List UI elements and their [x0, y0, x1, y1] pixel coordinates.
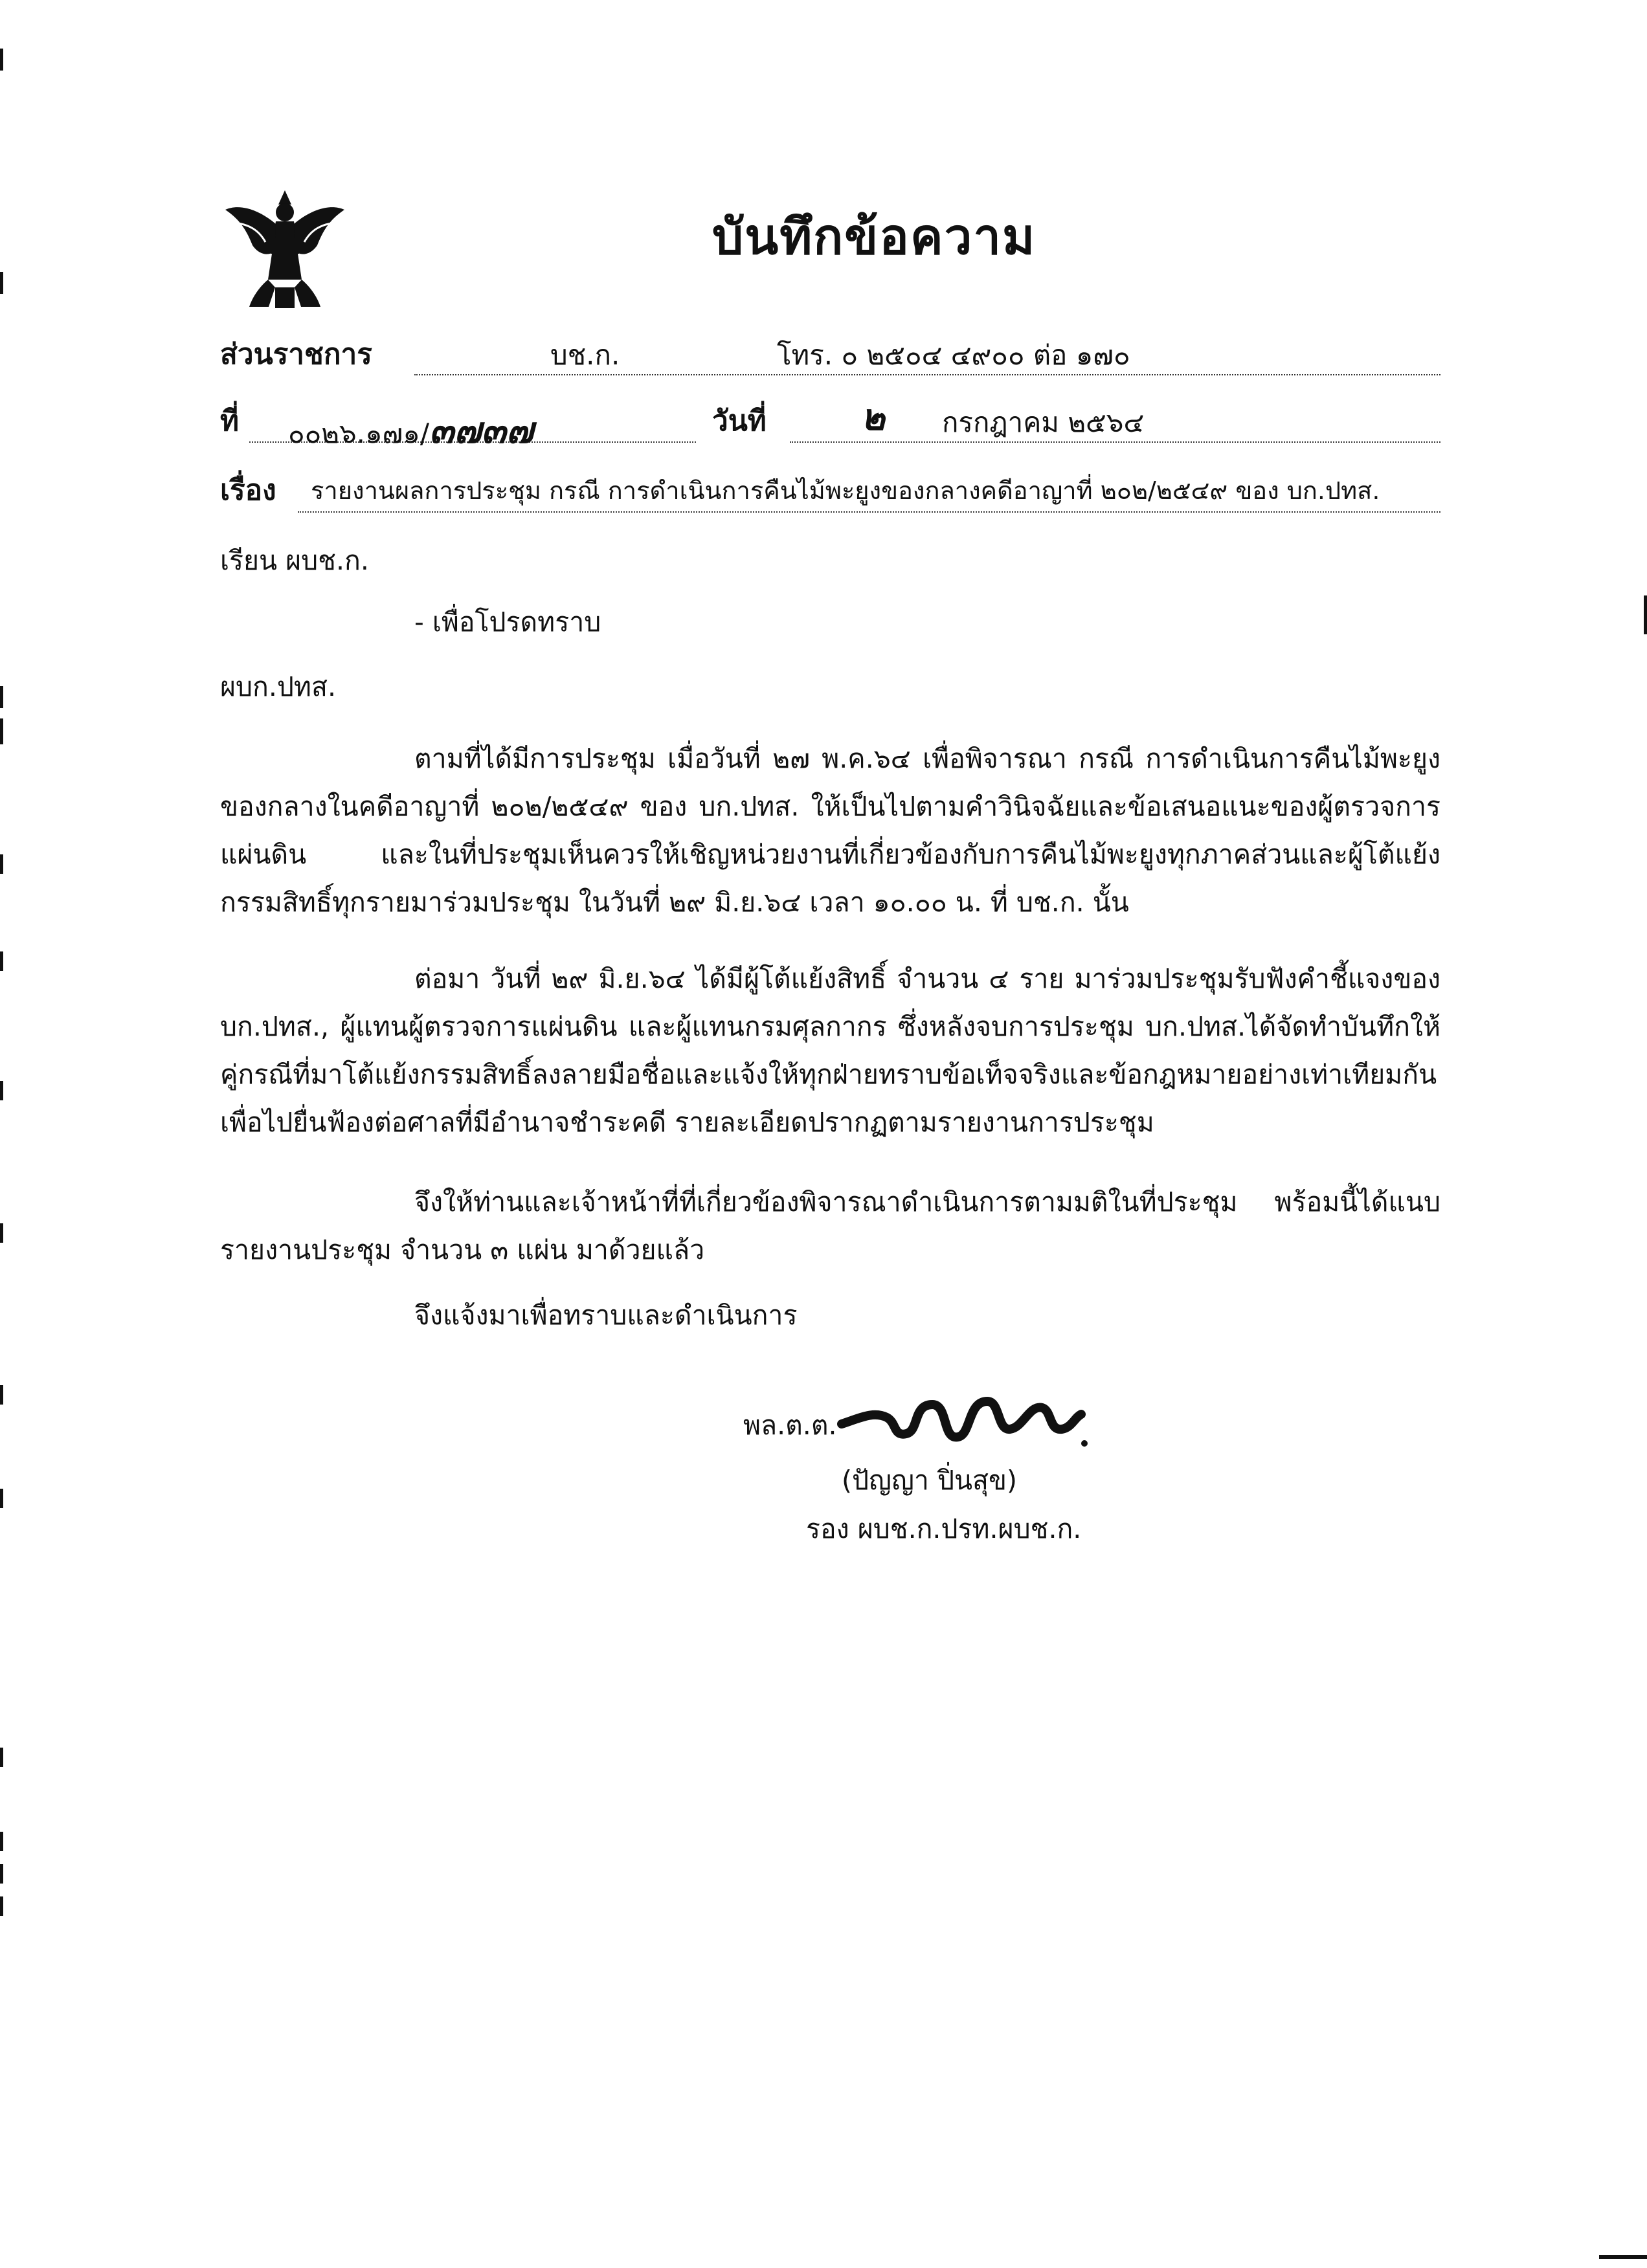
- scan-margin-mark: [0, 1896, 3, 1916]
- ref-label: ที่: [220, 405, 240, 438]
- ref-printed: ๐๐๒๖.๑๗๑/: [288, 417, 430, 449]
- scan-margin-mark: [0, 718, 3, 744]
- scan-margin-mark: [0, 951, 3, 971]
- scan-margin-mark: [0, 272, 3, 294]
- scan-margin-mark: [0, 1385, 3, 1405]
- garuda-emblem-icon: [220, 184, 350, 313]
- signature-name: (ปัญญา ปิ่นสุข): [842, 1465, 1018, 1496]
- scan-margin-mark: [1599, 2255, 1647, 2259]
- handwritten-signature-icon: [835, 1379, 1094, 1456]
- phone-number: โทร. ๐ ๒๕๐๔ ๔๙๐๐ ต่อ ๑๗๐: [777, 339, 1130, 371]
- agency-label: ส่วนราชการ: [220, 338, 372, 371]
- signature-position: รอง ผบช.ก.ปรท.ผบช.ก.: [806, 1513, 1082, 1544]
- ref-number: [288, 401, 533, 459]
- scan-margin-mark: [0, 1748, 3, 1767]
- purpose: - เพื่อโปรดทราบ: [414, 606, 601, 638]
- scan-margin-mark: [0, 686, 3, 708]
- paragraph-1: ตามที่ได้มีการประชุม เมื่อวันที่ ๒๗ พ.ค.๖๔ เพื่อพิจารณา กรณี การดำเนินการคืนไม้พะยูงของกลางในคดีอาญาที่ ๒๐๒/๒๕๔๙ ของ บก.ปทส. ให้เป็นไปตามคำวินิจฉัยและข้อเสนอแนะของผู้ตรวจการแผ่นดิน และในที่ประชุมเห็นควรให้เชิญหน่วยงานที่เกี่ยวข้องกับการคืนไม้พะยูงทุกภาคส่วนและผู้โต้แย้งกรรมสิทธิ์ทุกรายมาร่วมประชุม ในวันที่ ๒๙ มิ.ย.๖๔ เวลา ๑๐.๐๐ น. ที่ บช.ก. นั้น: [220, 743, 1440, 918]
- scan-margin-mark: [0, 1081, 3, 1100]
- ref-handwritten: ๓๗๓๗: [429, 409, 533, 452]
- agency-value: บช.ก.: [550, 339, 620, 371]
- scan-margin-mark: [0, 1832, 3, 1851]
- memo-title: บันทึกข้อความ: [712, 208, 1036, 265]
- scan-margin-mark: [1644, 595, 1647, 634]
- subject-label: เรื่อง: [220, 474, 276, 507]
- scan-margin-mark: [0, 1489, 3, 1508]
- paragraph-4: จึงแจ้งมาเพื่อทราบและดำเนินการ: [414, 1300, 798, 1331]
- scan-margin-mark: [0, 49, 3, 71]
- scan-margin-mark: [0, 1864, 3, 1884]
- subject-text: รายงานผลการประชุม กรณี การดำเนินการคืนไม้พะยูงของกลางคดีอาญาที่ ๒๐๒/๒๕๔๙ ของ บก.ปทส.: [311, 476, 1380, 505]
- date-label: วันที่: [712, 405, 767, 438]
- scan-margin-mark: [0, 854, 3, 874]
- date-month-year: กรกฎาคม ๒๕๖๔: [942, 406, 1145, 438]
- subject-dotted-line: [298, 511, 1440, 513]
- salutation: เรียน ผบช.ก.: [220, 545, 369, 576]
- scan-margin-mark: [0, 1223, 3, 1243]
- signature-rank: พล.ต.ต.: [743, 1410, 837, 1441]
- paragraph-3: จึงให้ท่านและเจ้าหน้าที่ที่เกี่ยวข้องพิจารณาดำเนินการตามมติในที่ประชุม พร้อมนี้ได้แนบรายงานประชุม จำนวน ๓ แผ่น มาด้วยแล้ว: [220, 1186, 1440, 1265]
- paragraph-2: ต่อมา วันที่ ๒๙ มิ.ย.๖๔ ได้มีผู้โต้แย้งสิทธิ์ จำนวน ๔ ราย มาร่วมประชุมรับฟังคำชี้แจงของ บก.ปทส., ผู้แทนผู้ตรวจการแผ่นดิน และผู้แทนกรมศุลกากร ซึ่งหลังจบการประชุม บก.ปทส.ได้จัดทำบันทึกให้คู่กรณีที่มาโต้แย้งกรรมสิทธิ์ลงลายมือชื่อและแจ้งให้ทุกฝ่ายทราบข้อเท็จจริงและข้อกฎหมายอย่างเท่าเทียมกันเพื่อไปยื่นฟ้องต่อศาลที่มีอำนาจชำระคดี รายละเอียดปรากฏตามรายงานการประชุม: [220, 963, 1440, 1138]
- date-day-handwritten: ๒: [861, 396, 885, 439]
- from-line: ผบก.ปทส.: [220, 671, 337, 702]
